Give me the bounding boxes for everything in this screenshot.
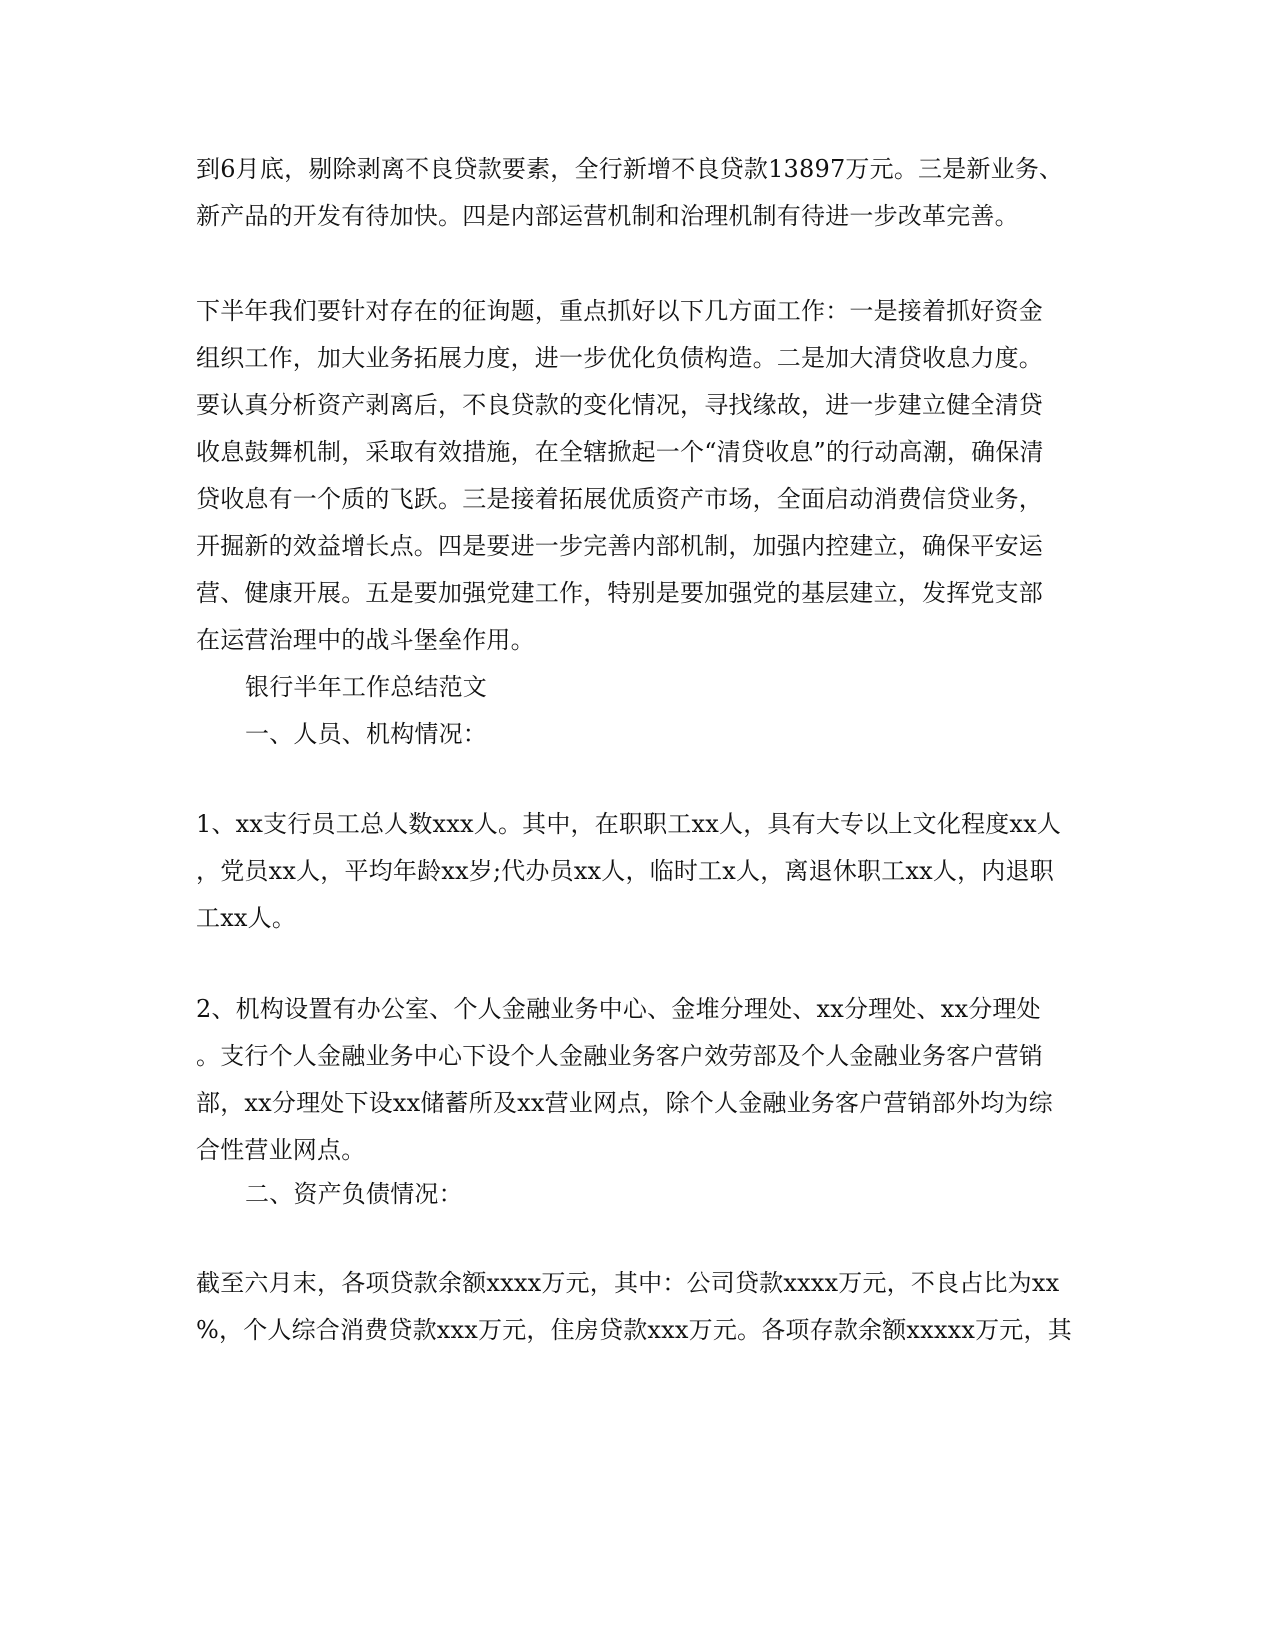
paragraph-assets <box>196 1260 1072 1354</box>
heading-line: 银行半年工作总结范文 <box>245 673 487 701</box>
text-line: 。支行个人金融业务中心下设个人金融业务客户效劳部及个人金融业务客户营销 <box>196 1042 1043 1070</box>
text-line: 到6月底，剔除剥离不良贷款要素，全行新增不良贷款13897万元。三是新业务、 <box>196 155 1064 183</box>
section-heading-2 <box>196 1171 1105 1218</box>
section-title <box>196 664 1105 711</box>
text-line: 2、机构设置有办公室、个人金融业务中心、金堆分理处、xx分理处、xx分理处 <box>196 995 1041 1023</box>
paragraph-staff <box>196 801 1062 942</box>
text-line: 要认真分析资产剥离后，不良贷款的变化情况，寻找缘故，进一步建立健全清贷 <box>196 391 1043 419</box>
text-line: 1、xx支行员工总人数xxx人。其中，在职职工xx人，具有大专以上文化程度xx人 <box>196 810 1062 838</box>
text-line: %，个人综合消费贷款xxx万元，住房贷款xxx万元。各项存款余额xxxxx万元，其 <box>196 1316 1072 1344</box>
text-line: 贷收息有一个质的飞跃。三是接着拓展优质资产市场，全面启动消费信贷业务， <box>196 485 1043 513</box>
text-line: 截至六月末，各项贷款余额xxxx万元，其中：公司贷款xxxx万元，不良占比为xx <box>196 1269 1060 1297</box>
section-heading-1 <box>196 711 1105 758</box>
text-line: 营、健康开展。五是要加强党建工作，特别是要加强党的基层建立，发挥党支部 <box>196 579 1043 607</box>
heading-line: 一、人员、机构情况： <box>245 720 487 748</box>
text-line: 合性营业网点。 <box>196 1136 366 1164</box>
text-line: 开掘新的效益增长点。四是要进一步完善内部机制，加强内控建立，确保平安运 <box>196 532 1043 560</box>
text-line: 组织工作，加大业务拓展力度，进一步优化负债构造。二是加大清贷收息力度。 <box>196 344 1043 372</box>
text-line: 收息鼓舞机制，采取有效措施，在全辖掀起一个“清贷收息”的行动高潮，确保清 <box>196 438 1044 466</box>
paragraph-organization <box>196 986 1056 1174</box>
text-line: 工xx人。 <box>196 904 297 932</box>
paragraph-2 <box>196 288 1056 664</box>
text-line: 部，xx分理处下设xx储蓄所及xx营业网点，除个人金融业务客户营销部外均为综 <box>196 1089 1053 1117</box>
paragraph-1 <box>196 146 1064 240</box>
text-line: 在运营治理中的战斗堡垒作用。 <box>196 626 535 654</box>
text-line: 下半年我们要针对存在的征询题，重点抓好以下几方面工作：一是接着抓好资金 <box>196 297 1043 325</box>
text-line: ，党员xx人，平均年龄xx岁;代办员xx人，临时工x人，离退休职工xx人，内退职 <box>196 857 1054 885</box>
heading-line: 二、资产负债情况： <box>245 1180 463 1208</box>
text-line: 新产品的开发有待加快。四是内部运营机制和治理机制有待进一步改革完善。 <box>196 202 1019 230</box>
